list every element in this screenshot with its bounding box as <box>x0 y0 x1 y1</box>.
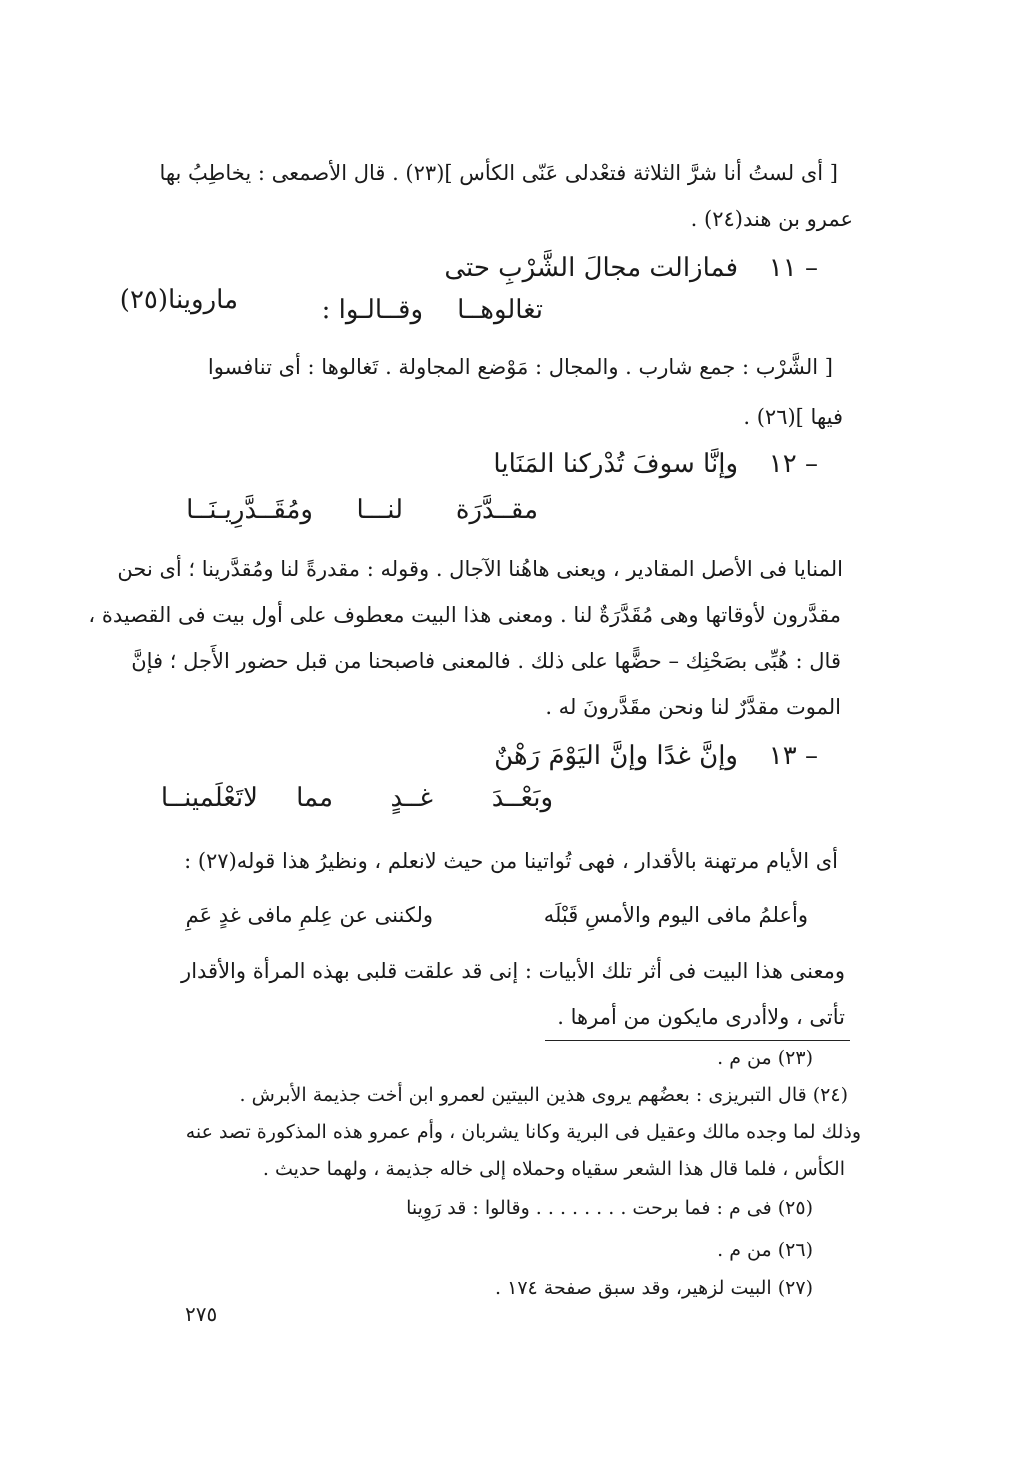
footnote-24-line-2: وذلك لما وجده مالك وعقيل فى البرية وكانا يشربان ، وأم عمرو هذه المذكورة تصد عنه <box>185 1121 861 1143</box>
footnote-23: (٢٣) من م . <box>717 1047 813 1069</box>
verse-11-second-hemistich-c: ماروينا(٢٥) <box>119 285 238 315</box>
verse-11-second-hemistich-b: وقــالـوا : <box>321 295 423 325</box>
commentary-12-line-3: قال : هُبِّى بصَحْنِك – حضًّها على ذلك . فالمعنى فاصبحنا من قبل حضور الأَجل ؛ فإنَّ <box>131 649 841 673</box>
commentary-12-line-2: مقدَّرون لأوقاتها وهى مُقَدَّرَةٌ لنا . ومعنى هذا البيت معطوف على أول بيت فى القصيدة ، <box>88 603 841 627</box>
verse-13-second-hemistich-a: وبَعْــدَ <box>491 783 553 813</box>
commentary-13-line-3: ومعنى هذا البيت فى أثر تلك الأبيات : إنى قد علقت قلبى بهذه المرأة والأقدار <box>181 959 845 983</box>
page-number: ٢٧٥ <box>185 1302 218 1326</box>
verse-13-second-hemistich-b: غــدٍ <box>390 783 433 813</box>
verse-13-second-hemistich-c: مما <box>296 783 333 813</box>
footnote-24-line-1: (٢٤) قال التبريزى : بعضُهم يروى هذين البيتين لعمرو ابن أخت جذيمة الأبرش . <box>239 1084 848 1106</box>
verse-12-number: ١٢ – <box>768 449 818 479</box>
verse-12-first-hemistich: وإنَّا سوفَ تُدْركنا المَنَايا <box>493 449 738 479</box>
commentary-12-line-1: المنايا فى الأصل المقادير ، ويعنى هاهُنا الآجال . وقوله : مقدرةً لنا ومُقدَّرينا ؛ أى نحن <box>117 557 843 581</box>
verse-13-second-hemistich-d: لاتَعْلَمينــا <box>160 783 258 813</box>
footnote-24-line-3: الكأس ، فلما قال هذا الشعر سقياه وحملاه إلى خاله جذيمة ، ولهما حديث . <box>262 1158 845 1180</box>
verse-12-second-hemistich-c: ومُقَــدَّرِيـنَــا <box>186 495 313 525</box>
verse-12-second-hemistich-b: لنـــا <box>356 495 403 525</box>
verse-11-number: ١١ – <box>768 253 818 283</box>
footnote-26: (٢٦) من م . <box>717 1239 813 1261</box>
verse-13-first-hemistich: وإنَّ غدًا وإنَّ اليَوْمَ رَهْنٌ <box>494 741 738 771</box>
verse-13-number: ١٣ – <box>768 741 818 771</box>
commentary-12-line-4: الموت مقدَّرٌ لنا ونحن مقَدَّرونَ له . <box>545 695 841 719</box>
verse-11-first-hemistich: فمازالت مجالَ الشَّرْبِ حتى <box>444 253 738 283</box>
commentary-11-line-1: [ الشَّرْب : جمع شارب . والمجال : مَوْضع المجاولة . تَغالوها : أى تنافسوا <box>207 355 833 379</box>
verse-12-second-hemistich-a: مقــدَّرَة <box>455 495 538 525</box>
commentary-13-line-1: أى الأيام مرتهنة بالأقدار ، فهى تُواتينا من حيث لانعلم ، ونظيرُ هذا قوله(٢٧) : <box>184 849 838 873</box>
intro-commentary-line-1: [ أى لستُ أنا شرَّ الثلاثة فتعْدلى عَنّى الكأس ](٢٣) . قال الأصمعى : يخاطِبُ بها <box>159 161 838 185</box>
intro-commentary-line-2: عمرو بن هند(٢٤) . <box>690 207 853 231</box>
footnote-27: (٢٧) البيت لزهير، وقد سبق صفحة ١٧٤ . <box>495 1277 813 1299</box>
verse-11-second-hemistich-a: تغالوهــا <box>457 295 543 325</box>
commentary-11-line-2: فيها ](٢٦) . <box>743 405 843 429</box>
commentary-13-quote-first-half: وأعلمُ مافى اليوم والأمسِ قَبْلَه <box>543 903 808 927</box>
commentary-13-line-4: تأتى ، ولاأدرى مايكون من أمرها . <box>557 1005 845 1029</box>
footnote-25: (٢٥) فى م : فما برحت . . . . . . . . وقالوا : قد رَوِينا <box>406 1197 813 1219</box>
commentary-13-quote-second-half: ولكننى عن عِلمِ مافى غدٍ عَمِ <box>185 903 433 927</box>
